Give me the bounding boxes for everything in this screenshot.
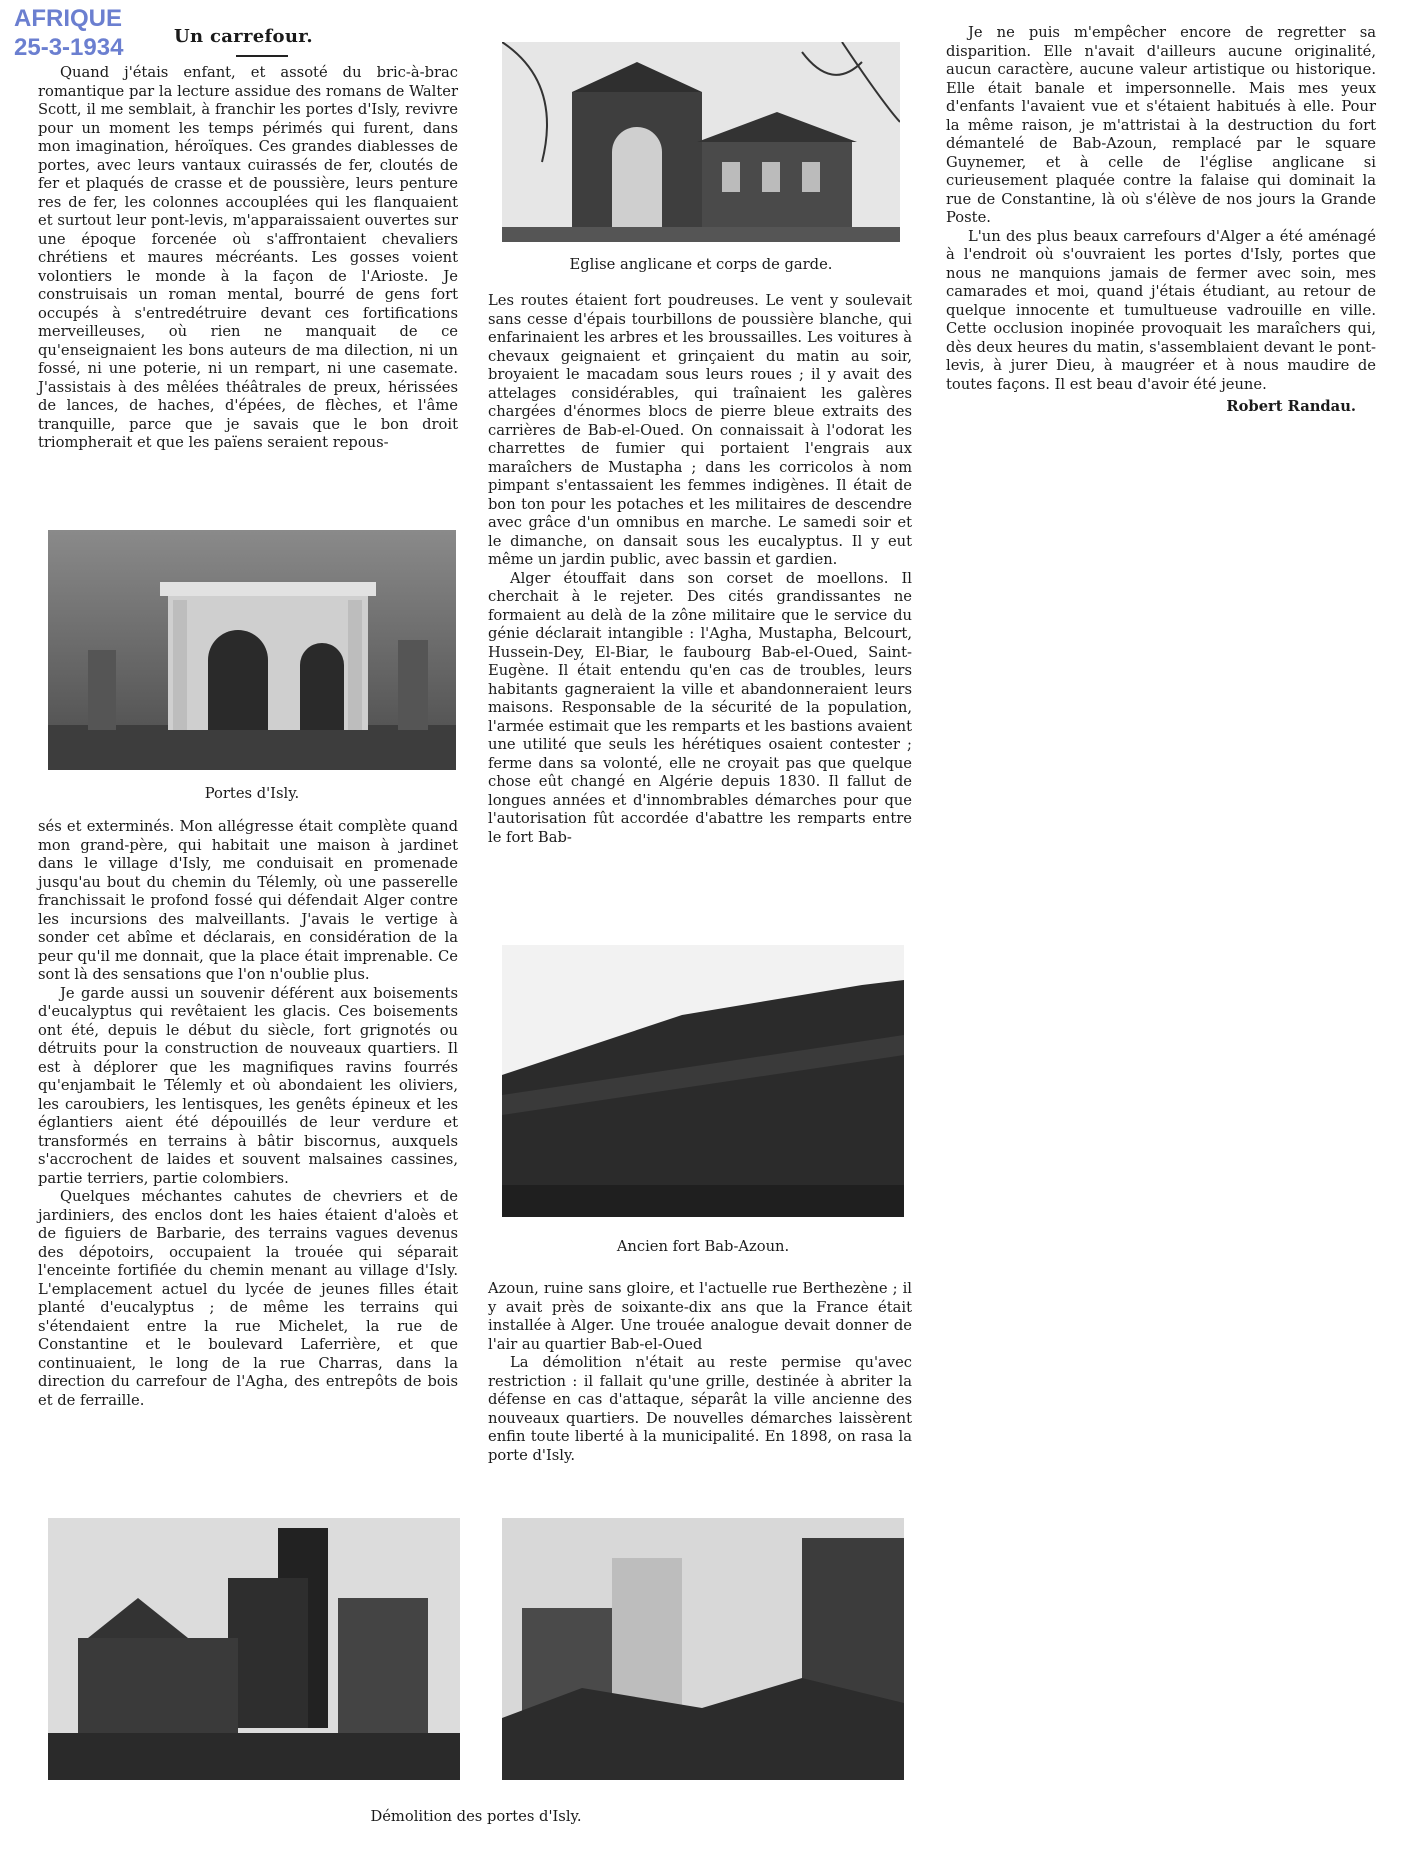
caption-fort-bab-azoun: Ancien fort Bab-Azoun. — [616, 1238, 790, 1255]
paragraph: sés et exterminés. Mon allégresse était complète quand mon grand-père, qui habitait une maison à jardinet dans le village d'Isly, me conduisait en promenade jusqu'au bout du chemin du Télemly, où une passerelle franchissait le profond fossé qui défendait Alger contre les incursions des malveillants. J'avais le vertige à sonder cet abîme et déclarais, en considération de la peur qu'il me donnait, que la place était imprenable. Ce sont là des sensations que l'on n'oublie plus. — [38, 818, 458, 983]
column-3 — [946, 24, 1376, 484]
paragraph: Je garde aussi un souvenir déférent aux boisements d'eucalyptus qui revêtaient les glacis. Ces boisements ont été, depuis le début du siècle, fort grignotés ou détruits pour la construction de nouveaux quartiers. Il est à déplorer que les magnifiques ravins fourrés qu'enjambait le Télemly et où abondaient les oliviers, les caroubiers, les lentisques, les genêts épineux et les églantiers aient été dépouillés de leur verdure et transformés en terrains à bâtir biscornus, auxquels s'accrochent de laides et souvent malsaines cassines, partie terriers, partie colombiers. — [38, 984, 458, 1187]
column-2-bottom — [488, 1280, 912, 1490]
paragraph: La démolition n'était au reste permise qu'avec restriction : il fallait qu'une grille, destinée à abriter la défense en cas d'attaque, séparât la ville ancienne des nouveaux quartiers. De nouvelles démarches laissèrent enfin toute liberté à la municipalité. En 1898, on rasa la porte d'Isly. — [488, 1354, 912, 1464]
photo-demolition-left — [48, 1518, 460, 1780]
column-1-top — [38, 64, 458, 504]
paragraph: L'un des plus beaux carrefours d'Alger a été aménagé à l'endroit où s'ouvraient les portes d'Isly, portes que nous ne manquions jamais de fermer avec soin, mes camarades et moi, quand j'étais étudiant, au retour de quelque innocente et tumultueuse vadrouille en ville. Cette occlusion inopinée provoquait les maraîchers qui, dès deux heures du matin, s'assemblaient devant le pont-levis, à jurer Dieu, à maugréer et à nous maudire de toutes façons. Il est beau d'avoir été jeune. — [946, 227, 1376, 393]
caption-portes-isly: Portes d'Isly. — [204, 785, 300, 802]
stamp-source: AFRIQUE — [14, 5, 122, 32]
paragraph: Azoun, ruine sans gloire, et l'actuelle rue Berthezène ; il y avait près de soixante-dix ans que la France était installée à Alger. Une trouée analogue devait donner de l'air au quartier Bab-el-Oued — [488, 1280, 912, 1353]
stamp-date: 25-3-1934 — [14, 34, 124, 61]
caption-eglise-anglicane: Eglise anglicane et corps de garde. — [569, 256, 833, 273]
photo-eglise-anglicane — [502, 42, 900, 242]
paragraph: Les routes étaient fort poudreuses. Le vent y soulevait sans cesse d'épais tourbillons de poussière blanche, qui enfarinaient les arbres et les broussailles. Les voitures à chevaux geignaient et grinçaient du matin au soir, broyaient le macadam sous leurs roues ; il y avait des attelages considérables, qui traînaient les galères chargées d'énormes blocs de pierre bleue extraits des carrières de Bab-el-Oued. On connaissait à l'odorat les charrettes de fumier qui portaient l'engrais aux maraîchers de Mustapha ; dans les corricolos à nom pimpant s'entassaient les femmes indigènes. Il était de bon ton pour les potaches et les militaires de descendre avec grâce d'un omnibus en marche. Le samedi soir et le dimanche, on dansait sous les eucalyptus. Il y eut même un jardin public, avec bassin et gardien. — [488, 292, 912, 568]
author-signature: Robert Randau. — [1226, 398, 1356, 415]
photo-portes-isly — [48, 530, 456, 770]
paragraph: Je ne puis m'empêcher encore de regretter sa disparition. Elle n'avait d'ailleurs aucune originalité, aucun caractère, aucune valeur artistique ou historique. Elle était banale et impersonnelle. Mais mes yeux d'enfants l'avaient vue et s'étaient habitués à elle. Pour la même raison, je m'attristai à la destruction du fort démantelé de Bab-Azoun, remplacé par le square Guynemer, et à celle de l'église anglicane si curieusement plaquée contre la falaise qui dominait la rue de Constantine, là où s'élève de nos jours la Grande Poste. — [946, 24, 1376, 226]
photo-fort-bab-azoun — [502, 945, 904, 1217]
paragraph: Quelques méchantes cahutes de chevriers et de jardiniers, des enclos dont les haies étaient d'aloès et de figuiers de Barbarie, des terrains vagues devenus des dépotoirs, occupaient la trouée qui séparait l'enceinte fortifiée du chemin menant au village d'Isly. L'emplacement actuel du lycée de jeunes filles était planté d'eucalyptus ; de même les terrains qui s'étendaient entre la rue Michelet, la rue de Constantine et le boulevard Laferrière, et que continuaient, le long de la rue Charras, dans la direction du carrefour de l'Agha, des entrepôts de bois et de ferraille. — [38, 1188, 458, 1409]
paragraph: Quand j'étais enfant, et assoté du bric-à-brac romantique par la lecture assidue des romans de Walter Scott, il me semblait, à franchir les portes d'Isly, revivre pour un moment les temps périmés qui furent, dans mon imagination, héroïques. Ces grandes diablesses de portes, avec leurs vantaux cuirassés de fer, cloutés de fer et plaqués de crasse et de poussière, leurs penture res de fer, les colonnes accouplées qui les flanquaient et surtout leur pont-levis, m'apparaissaient ouvertes sur une époque forcenée où s'affrontaient chevaliers chrétiens et maures mécréants. Les gosses voient volontiers le monde à la façon de l'Arioste. Je construisais un roman mental, bourré de gens fort occupés à s'entredétruire devant ces fortifications merveilleuses, où rien ne manquait de ce qu'enseignaient les bons auteurs de ma dilection, ni un fossé, ni une poterie, ni un rempart, ni une casemate. J'assistais à des mêlées théâtrales de preux, hérissées de lances, de haches, d'épées, de flèches, et l'âme tranquille, parce que je savais que le bon droit triompherait et que les païens seraient repous- — [38, 64, 458, 451]
photo-demolition-right — [502, 1518, 904, 1780]
title-rule — [236, 55, 288, 57]
paragraph: Alger étouffait dans son corset de moellons. Il cherchait à le rejeter. Des cités grandissantes ne formaient au delà de la zône militaire que le service du génie déclarait intangible : l'Agha, Mustapha, Belcourt, Hussein-Dey, El-Biar, le faubourg Bab-el-Oued, Saint-Eugène. Il était entendu qu'en cas de troubles, leurs habitants gagneraient la ville et abandonneraient leurs maisons. Responsable de la sécurité de la population, l'armée estimait que les remparts et les bastions avaient une utilité que seuls les hérétiques osaient contester ; ferme dans sa volonté, elle ne croyait pas que quelque chose eût changé en Algérie depuis 1830. Il fallut de longues années et d'innombrables démarches pour que l'autorisation fût accordée d'abattre les remparts entre le fort Bab- — [488, 569, 912, 846]
archive-stamp — [14, 4, 123, 62]
caption-demolition: Démolition des portes d'Isly. — [370, 1808, 582, 1825]
article-title: Un carrefour. — [174, 26, 313, 47]
column-1-bottom — [38, 818, 458, 1488]
column-2-top — [488, 292, 912, 922]
